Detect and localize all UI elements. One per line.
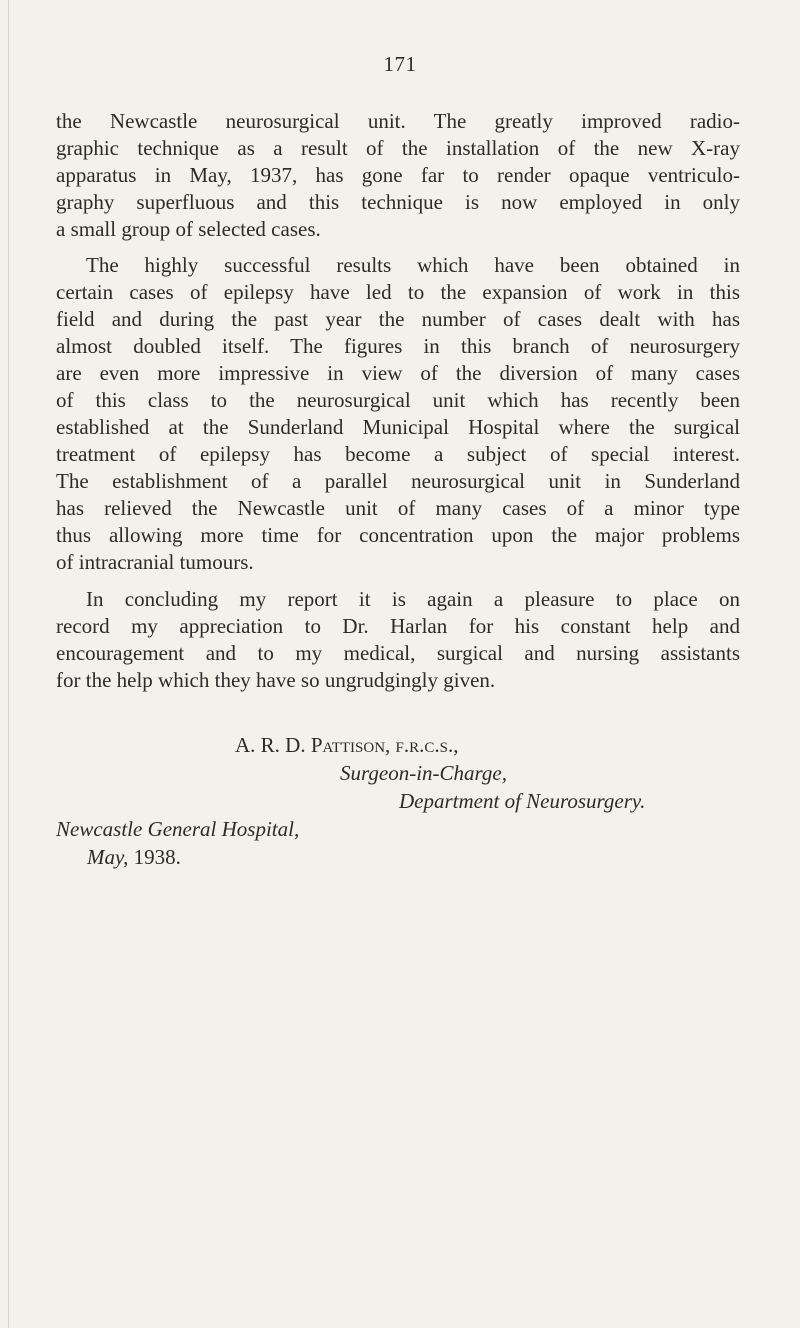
signature-qualification: f.r.c.s.,: [395, 733, 459, 757]
text-line: The highly successful results which have been obtained in: [86, 253, 740, 277]
text-line: graphy superfluous and this technique is now employed in only: [56, 190, 740, 214]
signature-department: Department of Neurosurgery.: [399, 789, 646, 813]
text-line: thus allowing more time for concentration upon the major problems: [56, 523, 740, 547]
signature-date: [87, 845, 181, 870]
page-edge-line: [8, 0, 9, 1328]
text-line: record my appreciation to Dr. Harlan for his constant help and: [56, 614, 740, 638]
text-line: apparatus in May, 1937, has gone far to render opaque ventriculo-: [56, 163, 740, 187]
signature-place: Newcastle General Hospital,: [56, 817, 300, 841]
paragraph-1: [56, 108, 740, 243]
text-line: field and during the past year the number of cases dealt with has: [56, 307, 740, 331]
text-line: of this class to the neurosurgical unit which has recently been: [56, 388, 740, 412]
paragraph-3: [56, 586, 740, 694]
signature-initials: A. R. D.: [235, 733, 306, 757]
text-line: of intracranial tumours.: [56, 550, 254, 574]
text-line: treatment of epilepsy has become a subject of special interest.: [56, 442, 740, 466]
text-line: certain cases of epilepsy have led to the expansion of work in this: [56, 280, 740, 304]
text-line: the Newcastle neurosurgical unit. The greatly improved radio-: [56, 109, 740, 133]
page-number: 171: [383, 52, 417, 76]
text-line: almost doubled itself. The figures in this branch of neurosurgery: [56, 334, 740, 358]
paragraph-2: [56, 252, 740, 576]
text-line: encouragement and to my medical, surgical and nursing assistants: [56, 641, 740, 665]
signature-name: [235, 733, 458, 758]
signature-surname: Pattison,: [310, 733, 391, 757]
text-line: graphic technique as a result of the installation of the new X-ray: [56, 136, 740, 160]
text-line: In concluding my report it is again a pleasure to place on: [86, 587, 740, 611]
text-line: The establishment of a parallel neurosurgical unit in Sunderland: [56, 469, 740, 493]
signature-title: Surgeon-in-Charge,: [340, 761, 508, 785]
signature-date-year: 1938.: [133, 845, 181, 869]
signature-date-month: May,: [87, 845, 129, 869]
text-line: for the help which they have so ungrudgingly given.: [56, 668, 496, 692]
text-line: a small group of selected cases.: [56, 217, 321, 241]
text-line: has relieved the Newcastle unit of many cases of a minor type: [56, 496, 740, 520]
text-line: are even more impressive in view of the diversion of many cases: [56, 361, 740, 385]
text-line: established at the Sunderland Municipal Hospital where the surgical: [56, 415, 740, 439]
